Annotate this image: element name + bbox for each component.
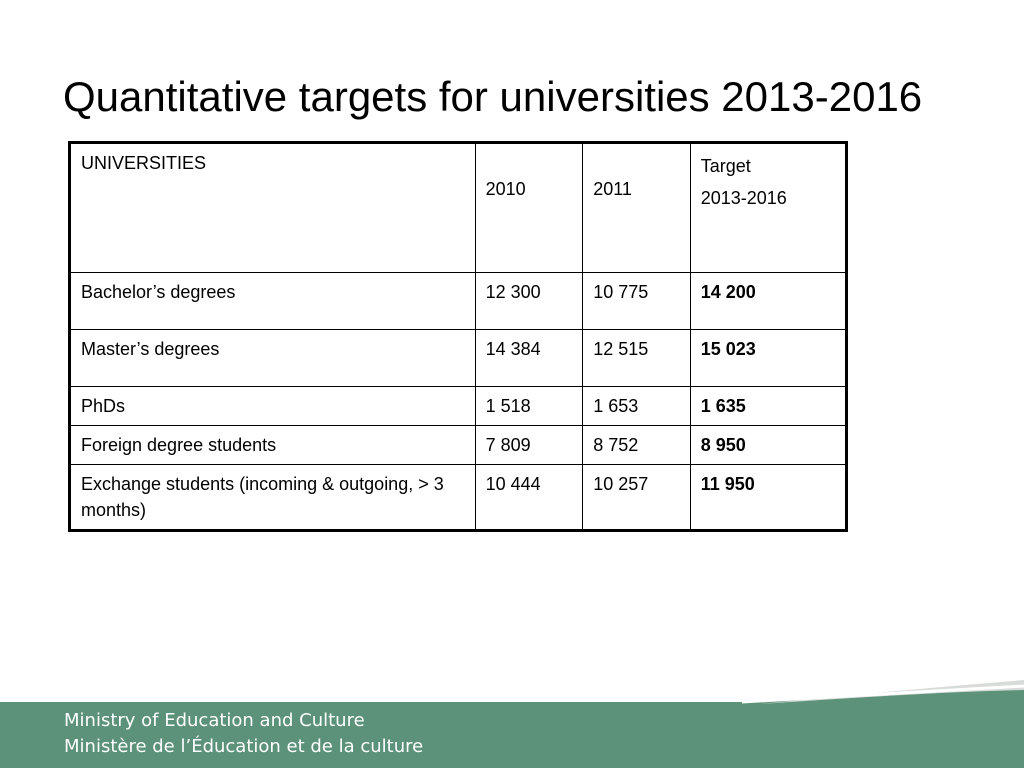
table-row [70,465,847,531]
row-label: Master’s degrees [70,330,476,387]
ministry-name-french: Ministère de l’Éducation et de la culture [64,736,424,757]
row-value-2010: 7 809 [475,426,583,465]
row-value-target: 14 200 [690,273,846,330]
header-2010-label: 2010 [485,179,526,199]
row-value-2010: 1 518 [475,387,583,426]
table-row [70,330,847,387]
header-target-line1: Target [700,156,751,176]
row-value-target: 8 950 [690,426,846,465]
row-value-2011: 12 515 [583,330,691,387]
header-2010 [475,143,583,273]
header-target [690,143,846,273]
row-label: Bachelor’s degrees [70,273,476,330]
table-header-row [70,143,847,273]
slide-title: Quantitative targets for universities 2013-2016 [63,73,923,120]
table-row [70,273,847,330]
row-label: PhDs [70,387,476,426]
header-universities: UNIVERSITIES [70,143,476,273]
row-value-target: 1 635 [690,387,846,426]
header-2011 [583,143,691,273]
row-value-target: 11 950 [690,465,846,531]
table-row [70,387,847,426]
row-value-2010: 14 384 [475,330,583,387]
row-value-2010: 12 300 [475,273,583,330]
table-row [70,426,847,465]
row-value-2010: 10 444 [475,465,583,531]
row-value-2011: 1 653 [583,387,691,426]
row-label: Foreign degree students [70,426,476,465]
row-value-target: 15 023 [690,330,846,387]
targets-table [68,141,848,532]
row-label: Exchange students (incoming & outgoing, > 3 months) [70,465,476,531]
ministry-name-english: Ministry of Education and Culture [64,710,365,731]
row-value-2011: 8 752 [583,426,691,465]
row-value-2011: 10 775 [583,273,691,330]
header-2011-label: 2011 [593,179,632,199]
header-target-line2: 2013-2016 [700,188,787,208]
row-value-2011: 10 257 [583,465,691,531]
